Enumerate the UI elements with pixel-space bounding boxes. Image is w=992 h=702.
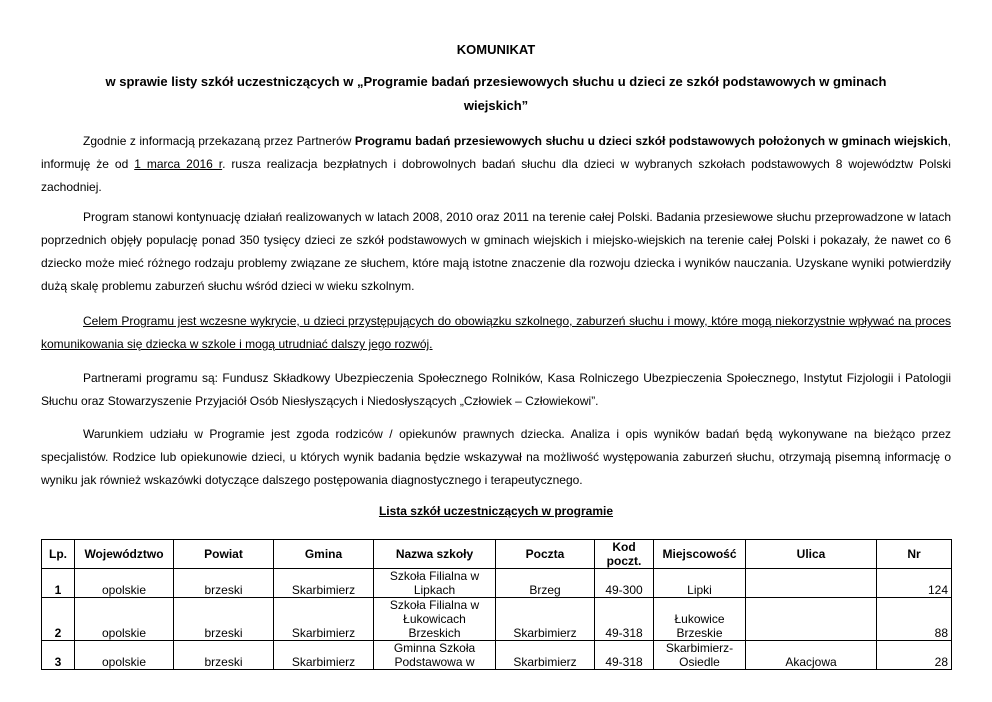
col-header-kod-poczt: Kod poczt. [595, 540, 654, 569]
cell-nr: 28 [877, 641, 952, 670]
cell-miejscowosc: Łukowice Brzeskie [654, 598, 746, 641]
cell-poczta: Skarbimierz [496, 598, 595, 641]
cell-kod-poczt: 49-318 [595, 598, 654, 641]
col-header-miejscowosc: Miejscowość [654, 540, 746, 569]
paragraph-partners: Partnerami programu są: Fundusz Składkowy Ubezpieczenia Społecznego Rolników, Kasa Rolniczego Ubezpieczenia Społecznego, Instytut Fizjologii i Patologii Słuchu oraz Stowarzyszenie Przyjaciół Osób Niesłyszących i Niedosłyszących „Człowiek – Człowiekowi”. [41, 371, 951, 408]
cell-kod-poczt: 49-318 [595, 641, 654, 670]
paragraph-background: Program stanowi kontynuację działań realizowanych w latach 2008, 2010 oraz 2011 na terenie całej Polski. Badania przesiewowe słuchu przeprowadzone w latach poprzednich objęły populację ponad 350 tysięcy dzieci ze szkół podstawowych w gminach wiejskich i miejsko-wiejskich na terenie całej Polski i pokazały, że nawet co 6 dziecko może mieć różnego rodzaju problemy związane ze słuchem, które mają istotne znaczenie dla rozwoju dziecka i wyników nauczania. Uzyskane wyniki potwierdziły dużą skalę problemu zaburzeń słuchu wśród dzieci w wieku szkolnym. [41, 210, 951, 293]
cell-lp: 2 [42, 598, 75, 641]
paragraph-conditions: Warunkiem udziału w Programie jest zgoda rodziców / opiekunów prawnych dziecka. Analiza i opis wyników badań będą wykonywane na bieżąco przez specjalistów. Rodzice lub opiekunowie dzieci, u których wynik badania będzie wskazywał na możliwość występowania zaburzeń słuchu, otrzymają pisemną informację o wyniku jak również wskazówki dotyczące dalszego postępowania diagnostycznego i terapeutycznego. [41, 427, 951, 487]
cell-wojewodztwo: opolskie [75, 598, 174, 641]
col-header-nazwa-szkoly: Nazwa szkoły [374, 540, 496, 569]
cell-powiat: brzeski [174, 598, 274, 641]
document-title: KOMUNIKAT [456, 42, 536, 57]
cell-miejscowosc: Lipki [654, 569, 746, 598]
cell-wojewodztwo: opolskie [75, 569, 174, 598]
col-header-lp: Lp. [42, 540, 75, 569]
intro-text-1: Zgodnie z informacją przekazaną przez Partnerów [83, 134, 355, 148]
document-subtitle [41, 70, 951, 118]
col-header-poczta: Poczta [496, 540, 595, 569]
table-row [42, 641, 952, 670]
col-header-gmina: Gmina [274, 540, 374, 569]
cell-ulica [746, 598, 877, 641]
cell-gmina: Skarbimierz [274, 641, 374, 670]
subtitle-line-1: w sprawie listy szkół uczestniczących w „Programie badań przesiewowych słuchu u dzieci ze szkół podstawowych w gminach [105, 74, 887, 89]
cell-miejscowosc: Skarbimierz-Osiedle [654, 641, 746, 670]
intro-text-3: . rusza realizacja bezpłatnych i dobrowolnych badań słuchu dla dzieci w wybranych szkołach podstawowych 8 województw Polski zachodniej. [41, 157, 952, 194]
cell-powiat: brzeski [174, 641, 274, 670]
cell-poczta: Skarbimierz [496, 641, 595, 670]
col-header-powiat: Powiat [174, 540, 274, 569]
intro-text-2: , informuję że od [41, 134, 952, 171]
cell-nr: 88 [877, 598, 952, 641]
school-table [41, 539, 952, 670]
school-list-title: Lista szkół uczestniczących w programie [378, 504, 614, 518]
cell-ulica: Akacjowa [746, 641, 877, 670]
cell-nazwa-szkoly: Gminna Szkoła Podstawowa w [374, 641, 496, 670]
paragraph-goal: Celem Programu jest wczesne wykrycie, u dzieci przystępujących do obowiązku szkolnego, zaburzeń słuchu i mowy, które mogą niekorzystnie wpływać na proces komunikowania się dziecka w szkole i mogą utrudniać dalszy jego rozwój. [41, 314, 951, 351]
cell-lp: 3 [42, 641, 75, 670]
table-row [42, 569, 952, 598]
table-header-row [42, 540, 952, 569]
cell-nr: 124 [877, 569, 952, 598]
start-date: 1 marca 2016 r [134, 157, 223, 171]
program-name: Programu badań przesiewowych słuchu u dzieci szkół podstawowych położonych w gminach wiejskich [354, 134, 948, 148]
paragraph-intro [41, 130, 951, 199]
subtitle-line-2: wiejskich” [463, 98, 529, 113]
cell-gmina: Skarbimierz [274, 569, 374, 598]
cell-ulica [746, 569, 877, 598]
cell-kod-poczt: 49-300 [595, 569, 654, 598]
cell-nazwa-szkoly: Szkoła Filialna w Łukowicach Brzeskich [374, 598, 496, 641]
cell-wojewodztwo: opolskie [75, 641, 174, 670]
table-row [42, 598, 952, 641]
cell-gmina: Skarbimierz [274, 598, 374, 641]
cell-lp: 1 [42, 569, 75, 598]
cell-nazwa-szkoly: Szkoła Filialna w Lipkach [374, 569, 496, 598]
col-header-ulica: Ulica [746, 540, 877, 569]
cell-poczta: Brzeg [496, 569, 595, 598]
cell-powiat: brzeski [174, 569, 274, 598]
col-header-wojewodztwo: Województwo [75, 540, 174, 569]
col-header-nr: Nr [877, 540, 952, 569]
